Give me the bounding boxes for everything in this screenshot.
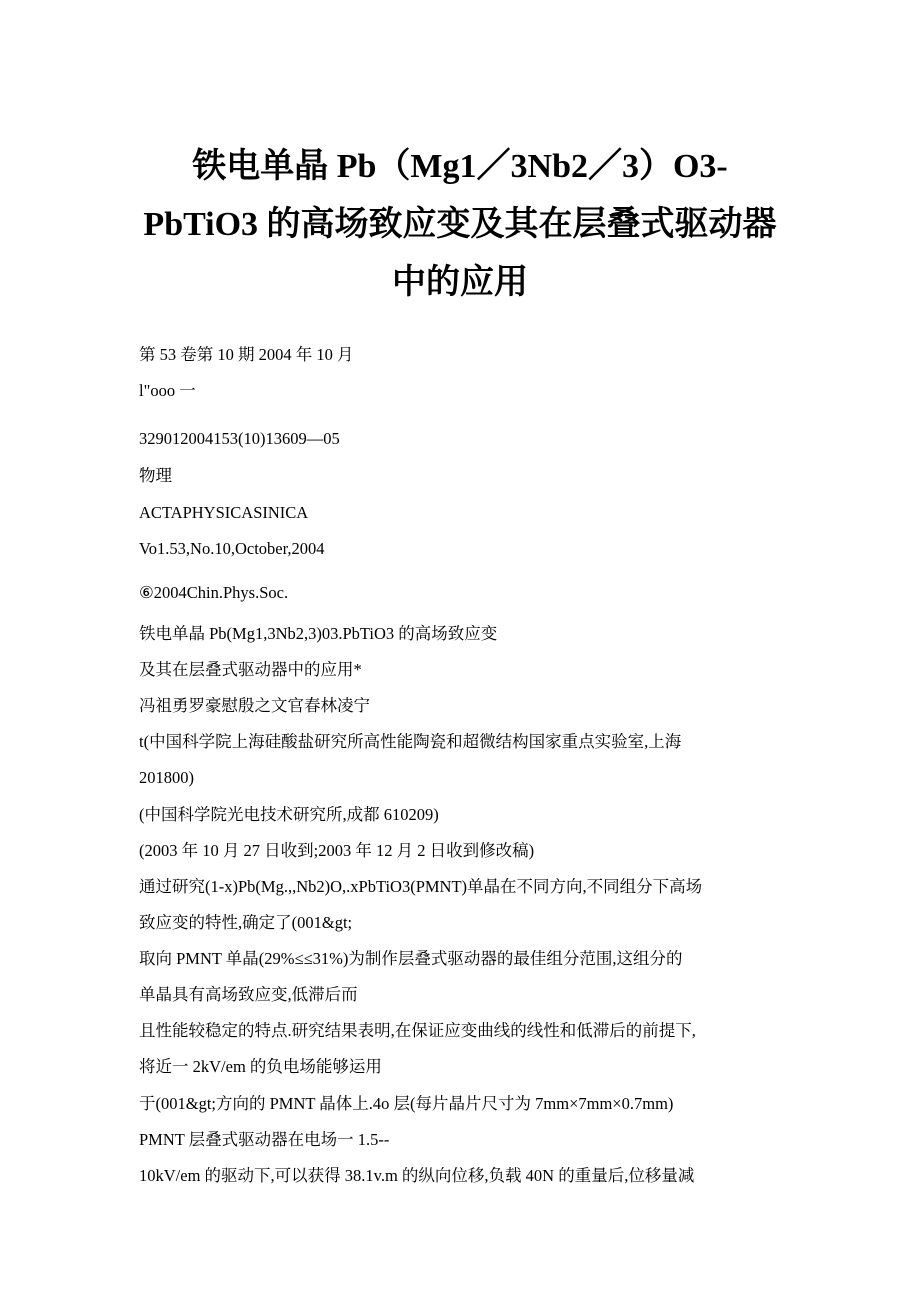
journal-name-en: ACTAPHYSICASINICA xyxy=(139,503,309,522)
volume-line: Vo1.53,No.10,October,2004 xyxy=(139,539,325,558)
article-title-line-1: 铁电单晶 Pb(Mg1,3Nb2,3)03.PbTiO3 的高场致应变 xyxy=(139,624,498,643)
title-line-2: PbTiO3 的高场致应变及其在层叠式驱动器 xyxy=(143,206,777,243)
article-id-line: 329012004153(10)13609—05 xyxy=(139,429,340,448)
abstract-line-1: 通过研究(1-x)Pb(Mg.,,Nb2)O,.xPbTiO3(PMNT)单晶在不同方向,不同组分下高场 xyxy=(139,877,703,896)
abstract-line-7: 于(001&gt;方向的 PMNT 晶体上.4o 层(每片晶片尺寸为 7mm×7mm×0.7mm) xyxy=(139,1094,674,1113)
received-date-line: (2003 年 10 月 27 日收到;2003 年 12 月 2 日收到修改稿) xyxy=(139,841,535,860)
garbled-line: l"ooo 一 xyxy=(139,381,196,400)
abstract-line-3: 取向 PMNT 单晶(29%≤≤31%)为制作层叠式驱动器的最佳组分范围,这组分的 xyxy=(139,949,683,968)
journal-issue-line: 第 53 卷第 10 期 2004 年 10 月 xyxy=(139,345,354,364)
abstract-line-6: 将近一 2kV/em 的负电场能够运用 xyxy=(139,1057,382,1076)
affiliation-line-1: t(中国科学院上海硅酸盐研究所高性能陶瓷和超微结构国家重点实验室,上海 xyxy=(139,732,682,751)
authors-line: 冯祖勇罗豪慰殷之文官春林凌宁 xyxy=(139,696,370,715)
abstract-line-8: PMNT 层叠式驱动器在电场一 1.5-- xyxy=(139,1130,390,1149)
journal-name-cn: 物理 xyxy=(139,466,172,485)
title-line-1: 铁电单晶 Pb（Mg1／3Nb2／3）O3- xyxy=(192,148,728,185)
affiliation-line-2: 201800) xyxy=(139,768,194,787)
affiliation-line-3: (中国科学院光电技术研究所,成都 610209) xyxy=(139,805,439,824)
article-title-line-2: 及其在层叠式驱动器中的应用* xyxy=(139,660,362,679)
abstract-line-4: 单晶具有高场致应变,低滞后而 xyxy=(139,985,358,1004)
abstract-line-9: 10kV/em 的驱动下,可以获得 38.1v.m 的纵向位移,负载 40N 的重量后,位移量减 xyxy=(139,1166,695,1185)
abstract-line-5: 且性能较稳定的特点.研究结果表明,在保证应变曲线的线性和低滞后的前提下, xyxy=(139,1021,696,1040)
copyright-line: ⑥2004Chin.Phys.Soc. xyxy=(139,583,289,602)
abstract-line-2: 致应变的特性,确定了(001&gt; xyxy=(139,913,353,932)
title-line-3: 中的应用 xyxy=(392,264,528,301)
